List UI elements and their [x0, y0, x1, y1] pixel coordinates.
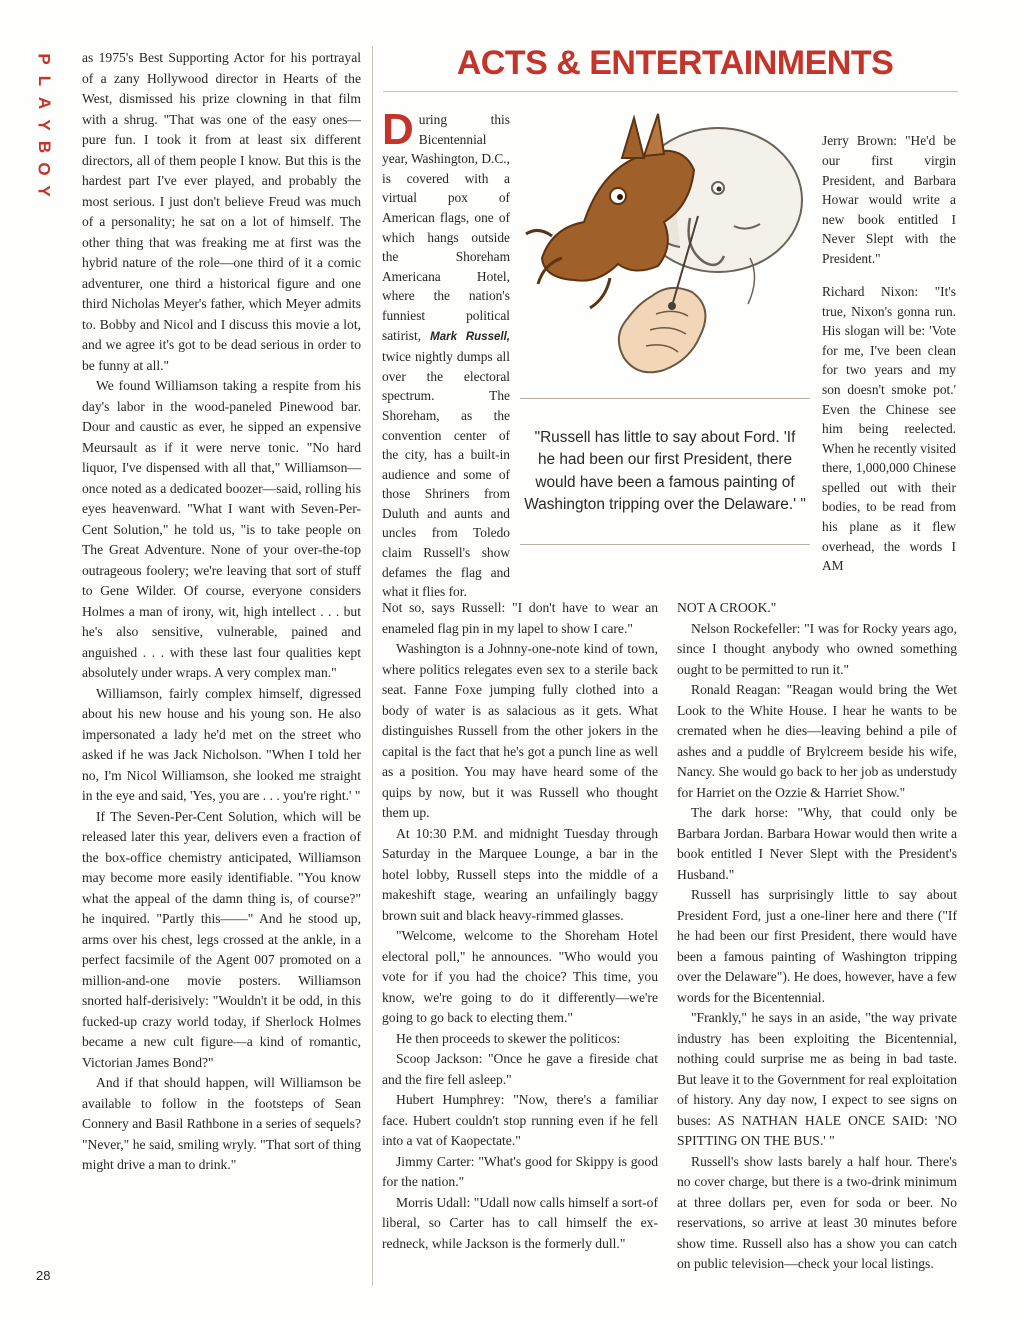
- paragraph: If The Seven-Per-Cent Solution, which will be released later this year, delivers even a fraction of the box-office chemistry anticipated, Williamson may become more easily identifiable. "You know what the appeal of the damn thing is, of course?" he inquired. "Partly this——" And he stood up, arms over his chest, legs crossed at the ankle, in a perfect facsimile of the Agent 007 promoted on a million-and-one movie posters. Williamson snorted half-derisively: "Wouldn't it be odd, in this fucked-up crazy world today, if Sherlock Holmes became a new cult figure—a kind of romantic, Victorian James Bond?": [82, 808, 361, 1070]
- logo-letter: P: [35, 53, 54, 65]
- logo-letter: Y: [35, 185, 54, 197]
- pull-quote-box: [520, 398, 810, 573]
- paragraph: Jimmy Carter: "What's good for Skippy is good for the nation.": [382, 1153, 658, 1189]
- paragraph: Nelson Rockefeller: "I was for Rocky years ago, since I thought anybody who owned something ought to be permitted to run it.": [677, 620, 957, 677]
- paragraph: Williamson, fairly complex himself, digressed about his new house and his young son. He also impersonated a lady he'd met on the street who asked if he was Jack Nicholson. "When I told her no, I'm Nicol Williamson, she looked me straight in the eye and said, 'Yes, you are . . . you're right.' ": [82, 685, 361, 803]
- paragraph: Russell's show lasts barely a half hour. There's no cover charge, but there is a two-drink minimum at three dollars per, even for soda or beer. No reservations, so arrive at least 30 minutes before show time. Russell also has a show you can catch on public television—check your local listings.: [677, 1153, 957, 1271]
- right-column-top: [822, 118, 956, 589]
- paragraph: Russell has surprisingly little to say about President Ford, just a one-liner here and there ("If he had been our first President, there would have been a famous painting of Washington tripping over the Delaware"). He does, however, have a few words for the Bicentennial.: [677, 887, 957, 1005]
- paragraph: as 1975's Best Supporting Actor for his portrayal of a zany Hollywood director in Hearts of the West, dismissed his prize clowning in that film with a shrug. "That was one of the easy ones—pure fun. I took it from at least six different directors, all of them people I know. But this is the hardest part I've ever played, and probably the most serious. I just don't believe Freud was much of a personality; he sat on a lot of himself. The other thing that was freaking me at first was the hybrid nature of the role—one third of it a comic adventurer, one third a historical figure and one third Nicholas Meyer's father, which Meyer admits to. Bobby and Nicol and I discuss this movie a lot, and we agree it's got to be dead serious in order to be funny at all.": [82, 50, 361, 373]
- middle-column: [382, 598, 658, 1254]
- drop-cap: D: [382, 105, 414, 154]
- donkey-and-elephant-balloons-illustration: [522, 108, 810, 390]
- article-intro: [382, 105, 510, 602]
- paragraph: He then proceeds to skewer the politicos:: [396, 1030, 621, 1046]
- logo-letter: O: [34, 162, 54, 176]
- intro-text-continued: twice nightly dumps all over the electoral spectrum. The Shoreham, as the convention center of the city, has a built-in audience and some of those Shriners from Duluth and aunts and uncles from Toledo claim Russell's show defames the flag and what it flies for.: [382, 349, 510, 600]
- paragraph: "Welcome, welcome to the Shoreham Hotel electoral poll," he announces. "Who would you vote for if you had the choice? This time, you know, we're going to do it differently—we're going to go back to electing them.": [382, 928, 658, 1025]
- paragraph: At 10:30 P.M. and midnight Tuesday through Saturday in the Marquee Lounge, a bar in the hotel lobby, Russell steps into the middle of a makeshift stage, wearing an unfailingly baggy brown suit and black heavy-rimmed glasses.: [382, 825, 658, 923]
- paragraph: Washington is a Johnny-one-note kind of town, where politics relegates even sex to a sterile back seat. Fanne Foxe jumping fully clothed into a body of water is as salacious as it gets. What distinguishes Russell from the other jokers in the capital is the fact that he's got a punch line as well as a position. You may have heard some of the quips by now, but it was Russell who thought them up.: [382, 641, 658, 820]
- paragraph: "Frankly," he says in an aside, "the way private industry has been exploiting the Bicentennial, nothing could surprise me as being in bad taste. But leave it to the Government for real exploitation of history. Any day now, I expect to see signs on buses: AS NATHAN HALE ONCE SAID: 'NO SPITTING ON THE BUS.' ": [677, 1010, 957, 1148]
- paragraph: Jerry Brown: "He'd be our first virgin President, and Barbara Howar would write a new book entitled I Never Slept with the President.": [822, 133, 956, 266]
- paragraph: Ronald Reagan: "Reagan would bring the Wet Look to the White House. I hear he wants to be cremated when he dies—leaving behind a pile of ashes and a puddle of Brylcreem beside his wife, Nancy. She would go back to her job as understudy for Harriet on the Ozzie & Harriet Show.": [677, 682, 957, 800]
- paragraph: And if that should happen, will Williamson be available to follow in the footsteps of Sean Connery and Basil Rathbone in a series of sequels? "Never," he said, smiling wryly. "That sort of thing might drive a man to drink.": [82, 1075, 361, 1172]
- paragraph: Hubert Humphrey: "Now, there's a familiar face. Hubert couldn't stop running even if he fell into a vat of Kaopectate.": [382, 1092, 658, 1148]
- logo-letter: Y: [35, 119, 54, 131]
- paragraph: Morris Udall: "Udall now calls himself a sort-of liberal, so Carter has to call himself the ex-redneck, while Jackson is the formerly dull.": [382, 1194, 658, 1251]
- paragraph: Scoop Jackson: "Once he gave a fireside chat and the fire fell asleep.": [382, 1051, 658, 1087]
- section-headline: ACTS & ENTERTAINMENTS: [456, 44, 894, 82]
- intro-text: uring this Bicentennial year, Washington, D.C., is covered with a virtual pox of American flags, one of which hangs outside the Shoreham Americana Hotel, where the nation's funniest political satirist,: [382, 112, 510, 343]
- paragraph: We found Williamson taking a respite from his day's labor in the wood-paneled Pinewood bar. Dour and caustic as ever, he sipped an expensive Meursault as if it were nerve tonic. "No hard liquor, I've dispensed with all that," Williamson—once noted as a dedicated boozer—said, rolling his eyes heavenward. "What I want with Seven-Per-Cent Solution," he told us, "is to take people on The Great Adventure. None of your over-the-top outrageous foolery; we're leaving that sort of stuff to Gene Wilder. Of course, everyone considers Holmes a man of irony, wit, high intellect . . . but he's also sensitive, vulnerable, pained and anguished . . . with these last four qualities kept absolutely under wraps. A very complex man.": [82, 378, 361, 680]
- paragraph: The dark horse: "Why, that could only be Barbara Jordan. Barbara Howar would then write a book entitled I Never Slept with the President's Husband.": [677, 805, 957, 882]
- left-column: [82, 48, 361, 1176]
- pull-quote: "Russell has little to say about Ford. 'If he had been our first President, there would have been a famous painting of Washington tripping over the Delaware.' ": [524, 429, 806, 514]
- pull-quote-bottom-rule: [520, 544, 810, 545]
- right-column: [677, 598, 957, 1275]
- paragraph: Richard Nixon: "It's true, Nixon's gonna run. His slogan will be: 'Vote for me, I've been clean for two years and my son doesn't smoke pot.' Even the Chinese see him being reelected. When he recently visited there, 1,000,000 Chinese spelled out with their bodies, to be read from his plane as it flew overhead, the words I AM: [822, 283, 956, 574]
- logo-letter: A: [35, 96, 54, 110]
- page-number: 28: [36, 1268, 51, 1283]
- logo-letter: L: [34, 75, 54, 87]
- headline-rule: [383, 91, 958, 92]
- subject-name: Mark Russell,: [430, 330, 510, 343]
- paragraph: NOT A CROOK.": [677, 600, 777, 615]
- column-divider: [372, 46, 373, 1286]
- playboy-vertical-logo: [34, 48, 54, 202]
- logo-letter: B: [35, 140, 54, 154]
- paragraph: Not so, says Russell: "I don't have to wear an enameled flag pin in my lapel to show I care.": [382, 600, 658, 636]
